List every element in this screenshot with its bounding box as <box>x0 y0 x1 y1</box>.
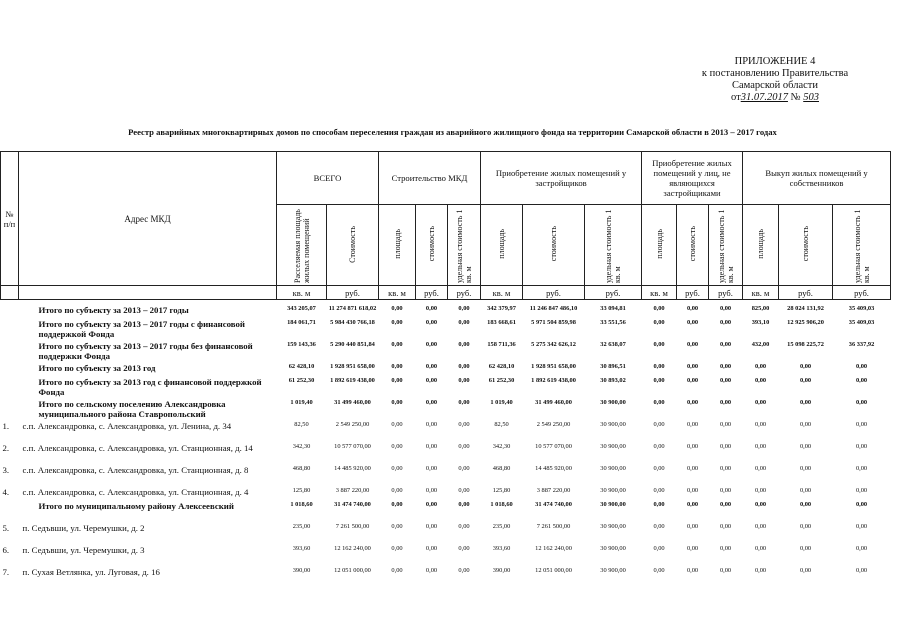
cell: 342,30 <box>492 443 511 450</box>
appendix-label: ПРИЛОЖЕНИЕ 4 <box>734 56 816 67</box>
cell: 0,00 <box>855 363 868 370</box>
cell: 0,00 <box>719 501 732 508</box>
cell: 0,00 <box>653 523 665 530</box>
cell: 0,00 <box>719 363 732 370</box>
cell: 0,00 <box>719 545 732 552</box>
cell: 61 252,30 <box>488 377 515 384</box>
cell: 31 499 460,00 <box>334 399 371 406</box>
cell: 0,00 <box>754 465 767 472</box>
cell: 343 205,07 <box>287 305 316 312</box>
cell: 2 549 250,00 <box>335 421 370 428</box>
cell: 0,00 <box>719 305 732 312</box>
cell: 0,00 <box>458 377 470 384</box>
subcol-unit-cost: удельная стоимость 1 кв. м <box>833 205 891 286</box>
cell: 0,00 <box>653 443 665 450</box>
cell: 0,00 <box>719 465 732 472</box>
cell: 0,00 <box>799 487 812 494</box>
cell: 0,00 <box>653 399 665 406</box>
cell: 30 900,00 <box>600 487 626 494</box>
cell: 0,00 <box>391 399 403 406</box>
cell: 31 474 740,00 <box>535 501 572 508</box>
cell: 0,00 <box>754 501 767 508</box>
subcol-area: площадь <box>743 205 779 286</box>
row-address: с.п. Александровка, с. Александровка, ул. Станционная, д. 4 <box>22 487 249 497</box>
cell: 0,00 <box>799 523 812 530</box>
cell: 0,00 <box>719 523 732 530</box>
cell: 0,00 <box>653 341 665 348</box>
unit-rub: руб. <box>448 286 481 300</box>
cell: 33 094,81 <box>600 305 626 312</box>
cell: 0,00 <box>855 523 868 530</box>
cell: 158 711,36 <box>487 341 516 348</box>
cell: 1 019,40 <box>290 399 313 406</box>
cell: 159 143,36 <box>287 341 316 348</box>
cell: 0,00 <box>754 363 767 370</box>
cell: 28 024 131,92 <box>787 305 824 312</box>
row-address: Итого по сельскому поселению Александровка муниципального района Ставропольский <box>38 399 226 419</box>
cell: 7 261 500,00 <box>335 523 370 530</box>
cell: 30 896,51 <box>600 363 626 370</box>
cell: 0,00 <box>686 567 699 574</box>
cell: 30 893,02 <box>600 377 626 384</box>
cell: 12 162 240,00 <box>334 545 371 552</box>
date-number-line <box>660 92 890 104</box>
cell: 0,00 <box>799 363 812 370</box>
cell: 12 051 000,00 <box>334 567 371 574</box>
cell: 0,00 <box>391 319 403 326</box>
cell: 0,00 <box>754 377 767 384</box>
cell: 0,00 <box>391 377 403 384</box>
cell: 0,00 <box>391 341 403 348</box>
cell: 15 098 225,72 <box>787 341 824 348</box>
subcol-area: площадь <box>379 205 416 286</box>
unit-blank <box>19 286 277 300</box>
cell: 390,00 <box>292 567 311 574</box>
cell: 1 018,60 <box>490 501 513 508</box>
cell: 0,00 <box>686 341 699 348</box>
cell: 0,00 <box>458 399 470 406</box>
cell: 30 900,00 <box>600 465 626 472</box>
unit-rub: руб. <box>709 286 743 300</box>
row-address: с.п. Александровка, с. Александровка, ул. Станционная, д. 8 <box>22 465 249 475</box>
cell: 0,00 <box>754 443 767 450</box>
cell: 0,00 <box>653 319 665 326</box>
cell: 0,00 <box>799 377 812 384</box>
cell: 0,00 <box>458 443 470 450</box>
cell: 0,00 <box>391 567 403 574</box>
cell: 0,00 <box>754 567 767 574</box>
cell: 0,00 <box>425 377 438 384</box>
table-row <box>1 567 891 581</box>
cell: 0,00 <box>425 319 438 326</box>
group-total: ВСЕГО <box>277 152 379 205</box>
cell: 0,00 <box>425 363 438 370</box>
cell: 1 892 619 438,00 <box>531 377 576 384</box>
cell: 0,00 <box>686 421 699 428</box>
cell: 33 551,56 <box>600 319 626 326</box>
row-address: Итого по субъекту за 2013 – 2017 годы без финансовой поддержки Фонда <box>38 341 253 361</box>
subcol-unit-cost: удельная стоимость 1 кв. м <box>585 205 642 286</box>
cell: 0,00 <box>799 567 812 574</box>
cell: 0,00 <box>653 377 665 384</box>
row-address: с.п. Александровка, с. Александровка, ул. Ленина, д. 34 <box>22 421 232 431</box>
cell: 390,00 <box>492 567 511 574</box>
group-construction: Строительство МКД <box>379 152 481 205</box>
table-row <box>1 465 891 487</box>
row-address: Итого по субъекту за 2013 год <box>38 363 156 373</box>
cell: 235,00 <box>292 523 311 530</box>
cell: 0,00 <box>719 567 732 574</box>
cell: 0,00 <box>458 501 470 508</box>
cell: 0,00 <box>799 545 812 552</box>
cell: 12 051 000,00 <box>535 567 572 574</box>
cell: 0,00 <box>855 465 868 472</box>
cell: 0,00 <box>458 421 470 428</box>
table-row <box>1 523 891 545</box>
table-row <box>1 545 891 567</box>
subcol-cost: стоимость <box>416 205 448 286</box>
row-num: 3. <box>2 465 10 475</box>
cell: 0,00 <box>425 399 438 406</box>
group-purchase-developers: Приобретение жилых помещений у застройщиков <box>481 152 642 205</box>
table-row <box>1 421 891 443</box>
cell: 30 900,00 <box>600 443 626 450</box>
cell: 30 900,00 <box>600 399 626 406</box>
unit-rub: руб. <box>677 286 709 300</box>
row-num <box>1 341 19 363</box>
cell: 0,00 <box>719 377 732 384</box>
cell: 10 577 070,00 <box>334 443 371 450</box>
cell: 12 162 240,00 <box>535 545 572 552</box>
unit-area: кв. м <box>379 286 416 300</box>
unit-rub: руб. <box>327 286 379 300</box>
cell: 0,00 <box>391 487 403 494</box>
table-row <box>1 501 891 523</box>
cell: 0,00 <box>425 341 438 348</box>
date-prefix: от <box>731 92 741 103</box>
cell: 0,00 <box>458 465 470 472</box>
table-row <box>1 443 891 465</box>
cell: 0,00 <box>653 501 665 508</box>
cell: 0,00 <box>458 341 470 348</box>
cell: 0,00 <box>855 399 868 406</box>
cell: 125,80 <box>492 487 511 494</box>
cell: 0,00 <box>799 465 812 472</box>
cell: 14 485 920,00 <box>334 465 371 472</box>
cell: 10 577 070,00 <box>535 443 572 450</box>
cell: 0,00 <box>855 421 868 428</box>
cell: 0,00 <box>391 545 403 552</box>
cell: 0,00 <box>754 487 767 494</box>
cell: 432,00 <box>751 341 770 348</box>
cell: 0,00 <box>425 501 438 508</box>
cell: 5 290 440 851,84 <box>330 341 375 348</box>
cell: 183 668,61 <box>487 319 516 326</box>
row-num: 4. <box>2 487 10 497</box>
number-prefix: № <box>790 92 801 103</box>
registry-body <box>1 300 891 582</box>
row-num: 2. <box>2 443 10 453</box>
cell: 235,00 <box>492 523 511 530</box>
cell: 0,00 <box>653 487 665 494</box>
table-row <box>1 319 891 341</box>
table-row <box>1 300 891 320</box>
unit-rub: руб. <box>585 286 642 300</box>
cell: 0,00 <box>754 523 767 530</box>
row-address: п. Сухая Ветлянка, ул. Луговая, д. 16 <box>22 567 160 577</box>
cell: 0,00 <box>653 465 665 472</box>
unit-area: кв. м <box>481 286 523 300</box>
cell: 0,00 <box>653 305 665 312</box>
cell: 12 925 906,20 <box>787 319 824 326</box>
cell: 0,00 <box>425 545 438 552</box>
cell: 30 900,00 <box>600 421 626 428</box>
cell: 30 900,00 <box>600 523 626 530</box>
cell: 0,00 <box>719 421 732 428</box>
cell: 0,00 <box>799 399 812 406</box>
unit-area: кв. м <box>277 286 327 300</box>
cell: 125,80 <box>292 487 311 494</box>
cell: 0,00 <box>855 545 868 552</box>
cell: 82,50 <box>294 421 309 428</box>
cell: 3 887 220,00 <box>536 487 571 494</box>
row-address: Итого по субъекту за 2013 год с финансовой поддержкой Фонда <box>38 377 262 397</box>
cell: 0,00 <box>799 443 812 450</box>
row-num <box>1 399 19 421</box>
cell: 0,00 <box>686 319 699 326</box>
cell: 82,50 <box>494 421 509 428</box>
cell: 11 274 871 618,02 <box>328 305 377 312</box>
cell: 0,00 <box>458 567 470 574</box>
cell: 0,00 <box>686 363 699 370</box>
cell: 342,30 <box>292 443 311 450</box>
row-num <box>1 300 19 320</box>
row-address: Итого по муниципальному району Алексеевский <box>38 501 234 511</box>
cell: 0,00 <box>653 363 665 370</box>
cell: 0,00 <box>425 487 438 494</box>
subcol-cost: стоимость <box>523 205 585 286</box>
cell: 0,00 <box>719 341 732 348</box>
cell: 393,60 <box>492 545 511 552</box>
cell: 1 928 951 658,00 <box>330 363 375 370</box>
cell: 62 428,10 <box>288 363 315 370</box>
cell: 1 018,60 <box>290 501 313 508</box>
cell: 0,00 <box>855 567 868 574</box>
cell: 61 252,30 <box>288 377 315 384</box>
cell: 0,00 <box>458 319 470 326</box>
cell: 0,00 <box>686 523 699 530</box>
row-num <box>1 377 19 399</box>
cell: 0,00 <box>719 399 732 406</box>
cell: 0,00 <box>391 465 403 472</box>
cell: 1 928 951 658,00 <box>531 363 576 370</box>
resolution-line: к постановлению Правительства <box>701 68 849 79</box>
cell: 0,00 <box>686 399 699 406</box>
cell: 0,00 <box>425 465 438 472</box>
cell: 30 900,00 <box>600 567 626 574</box>
subcol-total-area: Расселяемая площадь жилых помещений <box>277 205 327 286</box>
cell: 5 984 430 766,18 <box>330 319 375 326</box>
cell: 30 900,00 <box>600 545 626 552</box>
subcol-unit-cost: удельная стоимость 1 кв. м <box>709 205 743 286</box>
cell: 0,00 <box>686 465 699 472</box>
cell: 0,00 <box>425 443 438 450</box>
row-num <box>1 501 19 523</box>
unit-area: кв. м <box>642 286 677 300</box>
cell: 0,00 <box>458 545 470 552</box>
row-num <box>1 319 19 341</box>
cell: 0,00 <box>653 567 665 574</box>
cell: 0,00 <box>686 487 699 494</box>
document-title: Реестр аварийных многоквартирных домов по способам переселения граждан из аварийного жилищного фонда на территории Самарской области в 2013 – 2017 годах <box>128 127 777 137</box>
table-row <box>1 363 891 377</box>
subcol-cost: стоимость <box>779 205 833 286</box>
table-row <box>1 341 891 363</box>
cell: 825,00 <box>751 305 770 312</box>
cell: 30 900,00 <box>600 501 626 508</box>
subcol-total-cost: Стоимость <box>327 205 379 286</box>
cell: 14 485 920,00 <box>535 465 572 472</box>
cell: 0,00 <box>719 319 732 326</box>
cell: 35 409,03 <box>848 305 875 312</box>
cell: 0,00 <box>855 487 868 494</box>
cell: 0,00 <box>799 501 812 508</box>
cell: 3 887 220,00 <box>335 487 370 494</box>
cell: 0,00 <box>425 421 438 428</box>
row-num: 6. <box>2 545 10 555</box>
unit-rub: руб. <box>523 286 585 300</box>
cell: 0,00 <box>653 545 665 552</box>
cell: 468,80 <box>292 465 311 472</box>
subcol-cost: стоимость <box>677 205 709 286</box>
row-address: п. Седъвши, ул. Черемушки, д. 3 <box>22 545 145 555</box>
table-row <box>1 377 891 399</box>
cell: 342 379,97 <box>487 305 516 312</box>
cell: 0,00 <box>425 305 438 312</box>
unit-blank <box>1 286 19 300</box>
cell: 0,00 <box>686 377 699 384</box>
subcol-area: площадь <box>481 205 523 286</box>
col-address: Адрес МКД <box>19 152 277 286</box>
cell: 11 246 847 486,10 <box>529 305 578 312</box>
row-num: 5. <box>2 523 10 533</box>
cell: 0,00 <box>653 421 665 428</box>
group-buyout: Выкуп жилых помещений у собственников <box>743 152 891 205</box>
row-address: с.п. Александровка, с. Александровка, ул. Станционная, д. 14 <box>22 443 253 453</box>
cell: 5 971 504 859,98 <box>531 319 576 326</box>
date-value: 31.07.2017 <box>740 92 788 103</box>
number-value: 503 <box>803 92 819 103</box>
cell: 0,00 <box>754 421 767 428</box>
row-num <box>1 363 19 377</box>
cell: 5 275 342 626,12 <box>531 341 576 348</box>
cell: 0,00 <box>391 363 403 370</box>
cell: 184 061,71 <box>287 319 316 326</box>
cell: 0,00 <box>391 421 403 428</box>
cell: 0,00 <box>855 443 868 450</box>
cell: 2 549 250,00 <box>536 421 571 428</box>
row-address: п. Седъвши, ул. Черемушки, д. 2 <box>22 523 145 533</box>
cell: 393,10 <box>751 319 770 326</box>
cell: 0,00 <box>754 545 767 552</box>
table-row <box>1 487 891 501</box>
registry-table <box>0 151 891 581</box>
table-row <box>1 399 891 421</box>
row-num: 1. <box>2 421 10 431</box>
cell: 0,00 <box>719 443 732 450</box>
cell: 0,00 <box>391 501 403 508</box>
cell: 1 019,40 <box>490 399 513 406</box>
subcol-area: площадь <box>642 205 677 286</box>
cell: 393,60 <box>292 545 311 552</box>
cell: 0,00 <box>686 443 699 450</box>
region-line: Самарской области <box>732 80 818 91</box>
cell: 0,00 <box>686 545 699 552</box>
cell: 35 409,03 <box>848 319 875 326</box>
unit-rub: руб. <box>833 286 891 300</box>
cell: 32 638,07 <box>600 341 626 348</box>
cell: 31 474 740,00 <box>334 501 371 508</box>
document-header <box>660 56 890 104</box>
cell: 0,00 <box>686 501 699 508</box>
cell: 0,00 <box>425 567 438 574</box>
unit-area: кв. м <box>743 286 779 300</box>
cell: 0,00 <box>686 305 699 312</box>
cell: 0,00 <box>391 305 403 312</box>
cell: 7 261 500,00 <box>536 523 571 530</box>
cell: 0,00 <box>719 487 732 494</box>
cell: 0,00 <box>391 443 403 450</box>
cell: 0,00 <box>458 487 470 494</box>
cell: 0,00 <box>855 377 868 384</box>
cell: 0,00 <box>458 363 470 370</box>
cell: 0,00 <box>855 501 868 508</box>
cell: 0,00 <box>391 523 403 530</box>
group-purchase-other: Приобретение жилых помещений у лиц, не являющихся застройщиками <box>642 152 743 205</box>
row-address: Итого по субъекту за 2013 – 2017 годы <box>38 305 189 315</box>
cell: 36 337,92 <box>848 341 875 348</box>
cell: 1 892 619 438,00 <box>330 377 375 384</box>
row-num: 7. <box>2 567 10 577</box>
cell: 0,00 <box>799 421 812 428</box>
cell: 0,00 <box>754 399 767 406</box>
cell: 0,00 <box>425 523 438 530</box>
cell: 0,00 <box>458 523 470 530</box>
unit-rub: руб. <box>416 286 448 300</box>
row-address: Итого по субъекту за 2013 – 2017 годы с финансовой поддержкой Фонда <box>38 319 245 339</box>
cell: 0,00 <box>458 305 470 312</box>
unit-rub: руб. <box>779 286 833 300</box>
cell: 62 428,10 <box>488 363 515 370</box>
cell: 31 499 460,00 <box>535 399 572 406</box>
col-num: № п/п <box>1 152 19 286</box>
cell: 468,80 <box>492 465 511 472</box>
subcol-unit-cost: удельная стоимость 1 кв. м <box>448 205 481 286</box>
